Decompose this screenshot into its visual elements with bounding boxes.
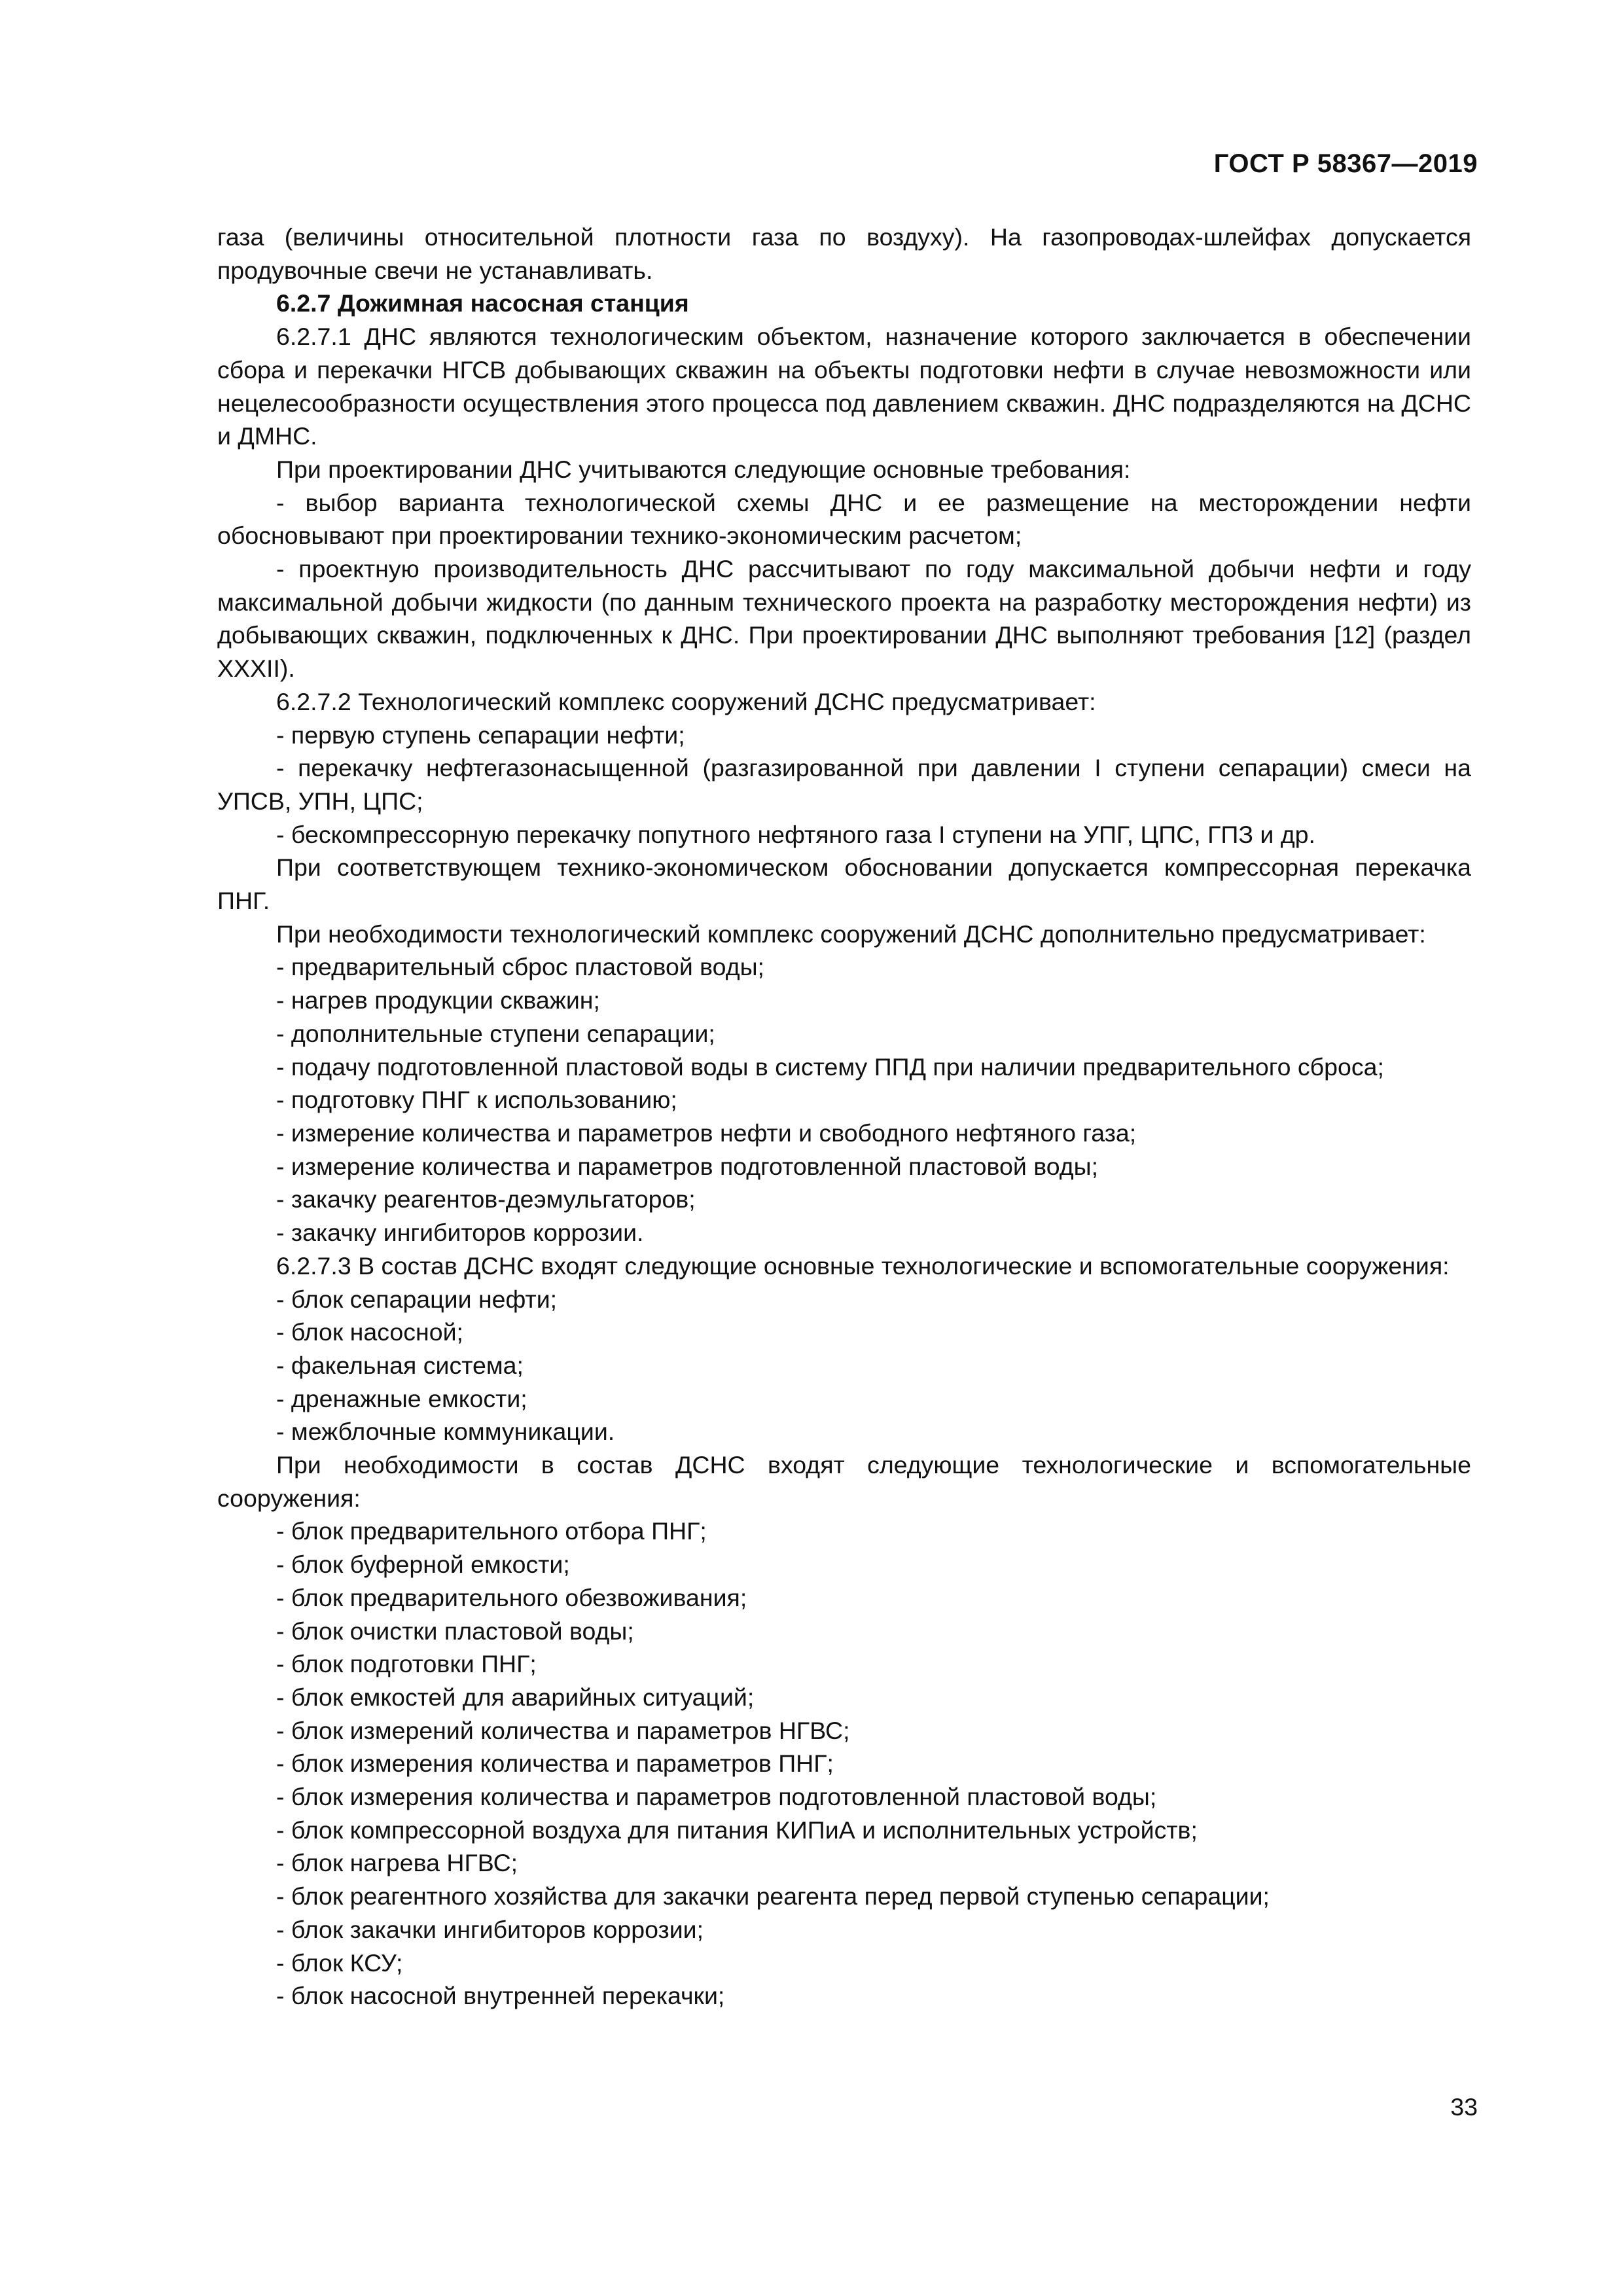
list-item: - подачу подготовленной пластовой воды в систему ППД при наличии предварительного сброса; bbox=[276, 1052, 1384, 1081]
paragraph-6-2-7-1: 6.2.7.1 ДНС являются технологическим объектом, назначение которого заключается в обеспечении сбора и перекачки НГСВ добывающих скважин на объекты подготовки нефти в случае невозможности или нецелесообразности осуществления этого процесса под давлением скважин. ДНС подразделяются на ДСНС и ДМНС. bbox=[217, 323, 1471, 450]
section-heading: 6.2.7 Дожимная насосная станция bbox=[276, 289, 689, 317]
list-item: - блок нагрева НГВС; bbox=[276, 1849, 518, 1877]
list-item: - блок насосной; bbox=[276, 1318, 463, 1346]
list-item: - предварительный сброс пластовой воды; bbox=[276, 953, 764, 981]
list-item: - блок компрессорной воздуха для питания КИПиА и исполнительных устройств; bbox=[276, 1816, 1198, 1844]
list-item: - закачку реагентов-деэмульгаторов; bbox=[276, 1185, 696, 1213]
paragraph-design-requirements: При проектировании ДНС учитываются следующие основные требования: bbox=[276, 455, 1131, 483]
list-item: - блок буферной емкости; bbox=[276, 1551, 570, 1579]
page-number: 33 bbox=[1450, 2093, 1478, 2121]
list-item: - межблочные коммуникации. bbox=[276, 1418, 615, 1446]
list-item: - блок измерения количества и параметров подготовленной пластовой воды; bbox=[276, 1783, 1157, 1811]
list-item: - дополнительные ступени сепарации; bbox=[276, 1019, 715, 1047]
list-item: - блок подготовки ПНГ; bbox=[276, 1650, 537, 1678]
paragraph-optional: При необходимости в состав ДСНС входят следующие технологические и вспомогательные сооружения: bbox=[217, 1451, 1471, 1512]
list-item: - факельная система; bbox=[276, 1351, 524, 1379]
list-item: - блок предварительного отбора ПНГ; bbox=[276, 1517, 707, 1545]
list-item: - блок емкостей для аварийных ситуаций; bbox=[276, 1683, 755, 1711]
paragraph-intro: газа (величины относительной плотности газа по воздуху). На газопроводах-шлейфах допускается продувочные свечи не устанавливать. bbox=[217, 223, 1471, 284]
paragraph-6-2-7-3: 6.2.7.3 В состав ДСНС входят следующие основные технологические и вспомогательные сооружения: bbox=[276, 1251, 1450, 1280]
paragraph-compressor: При соответствующем технико-экономическом обосновании допускается компрессорная перекачка ПНГ. bbox=[217, 853, 1471, 915]
paragraph-6-2-7-2: 6.2.7.2 Технологический комплекс сооружений ДСНС предусматривает: bbox=[276, 687, 1096, 715]
list-item: - подготовку ПНГ к использованию; bbox=[276, 1086, 677, 1114]
list-item: - блок сепарации нефти; bbox=[276, 1285, 558, 1313]
standard-designation: ГОСТ Р 58367—2019 bbox=[1213, 149, 1478, 178]
list-item: - блок очистки пластовой воды; bbox=[276, 1617, 634, 1645]
list-item: - блок КСУ; bbox=[276, 1948, 403, 1977]
list-item: - перекачку нефтегазонасыщенной (разгазированной при давлении I ступени сепарации) смеси на УПСВ, УПН, ЦПС; bbox=[217, 754, 1471, 815]
list-item: - блок реагентного хозяйства для закачки реагента перед первой ступенью сепарации; bbox=[276, 1882, 1270, 1910]
list-item: - закачку ингибиторов коррозии. bbox=[276, 1219, 644, 1247]
list-item: - блок закачки ингибиторов коррозии; bbox=[276, 1915, 704, 1943]
list-item: - измерение количества и параметров подготовленной пластовой воды; bbox=[276, 1152, 1099, 1180]
list-item: - первую ступень сепарации нефти; bbox=[276, 721, 685, 749]
list-item: - блок измерений количества и параметров НГВС; bbox=[276, 1716, 850, 1744]
list-item: - дренажные емкости; bbox=[276, 1384, 527, 1412]
list-item: - измерение количества и параметров нефти и свободного нефтяного газа; bbox=[276, 1119, 1137, 1147]
document-body bbox=[217, 221, 1471, 2013]
list-item: - блок предварительного обезвоживания; bbox=[276, 1583, 747, 1611]
list-item: - блок насосной внутренней перекачки; bbox=[276, 1982, 725, 2010]
list-item: - нагрев продукции скважин; bbox=[276, 986, 600, 1014]
list-item: - проектную производительность ДНС рассчитывают по году максимальной добычи нефти и году максимальной добычи жидкости (по данным технического проекта на разработку месторождения нефти) из добывающих скважин, подключенных к ДНС. При проектировании ДНС выполняют требования [12] (раздел XXXII). bbox=[217, 555, 1471, 683]
list-item: - бескомпрессорную перекачку попутного нефтяного газа I ступени на УПГ, ЦПС, ГПЗ и др. bbox=[276, 820, 1315, 848]
paragraph-additional: При необходимости технологический комплекс сооружений ДСНС дополнительно предусматривает: bbox=[276, 920, 1426, 948]
list-item: - выбор варианта технологической схемы ДНС и ее размещение на месторождении нефти обосновывают при проектировании технико-экономическим расчетом; bbox=[217, 488, 1471, 550]
list-item: - блок измерения количества и параметров ПНГ; bbox=[276, 1749, 834, 1778]
